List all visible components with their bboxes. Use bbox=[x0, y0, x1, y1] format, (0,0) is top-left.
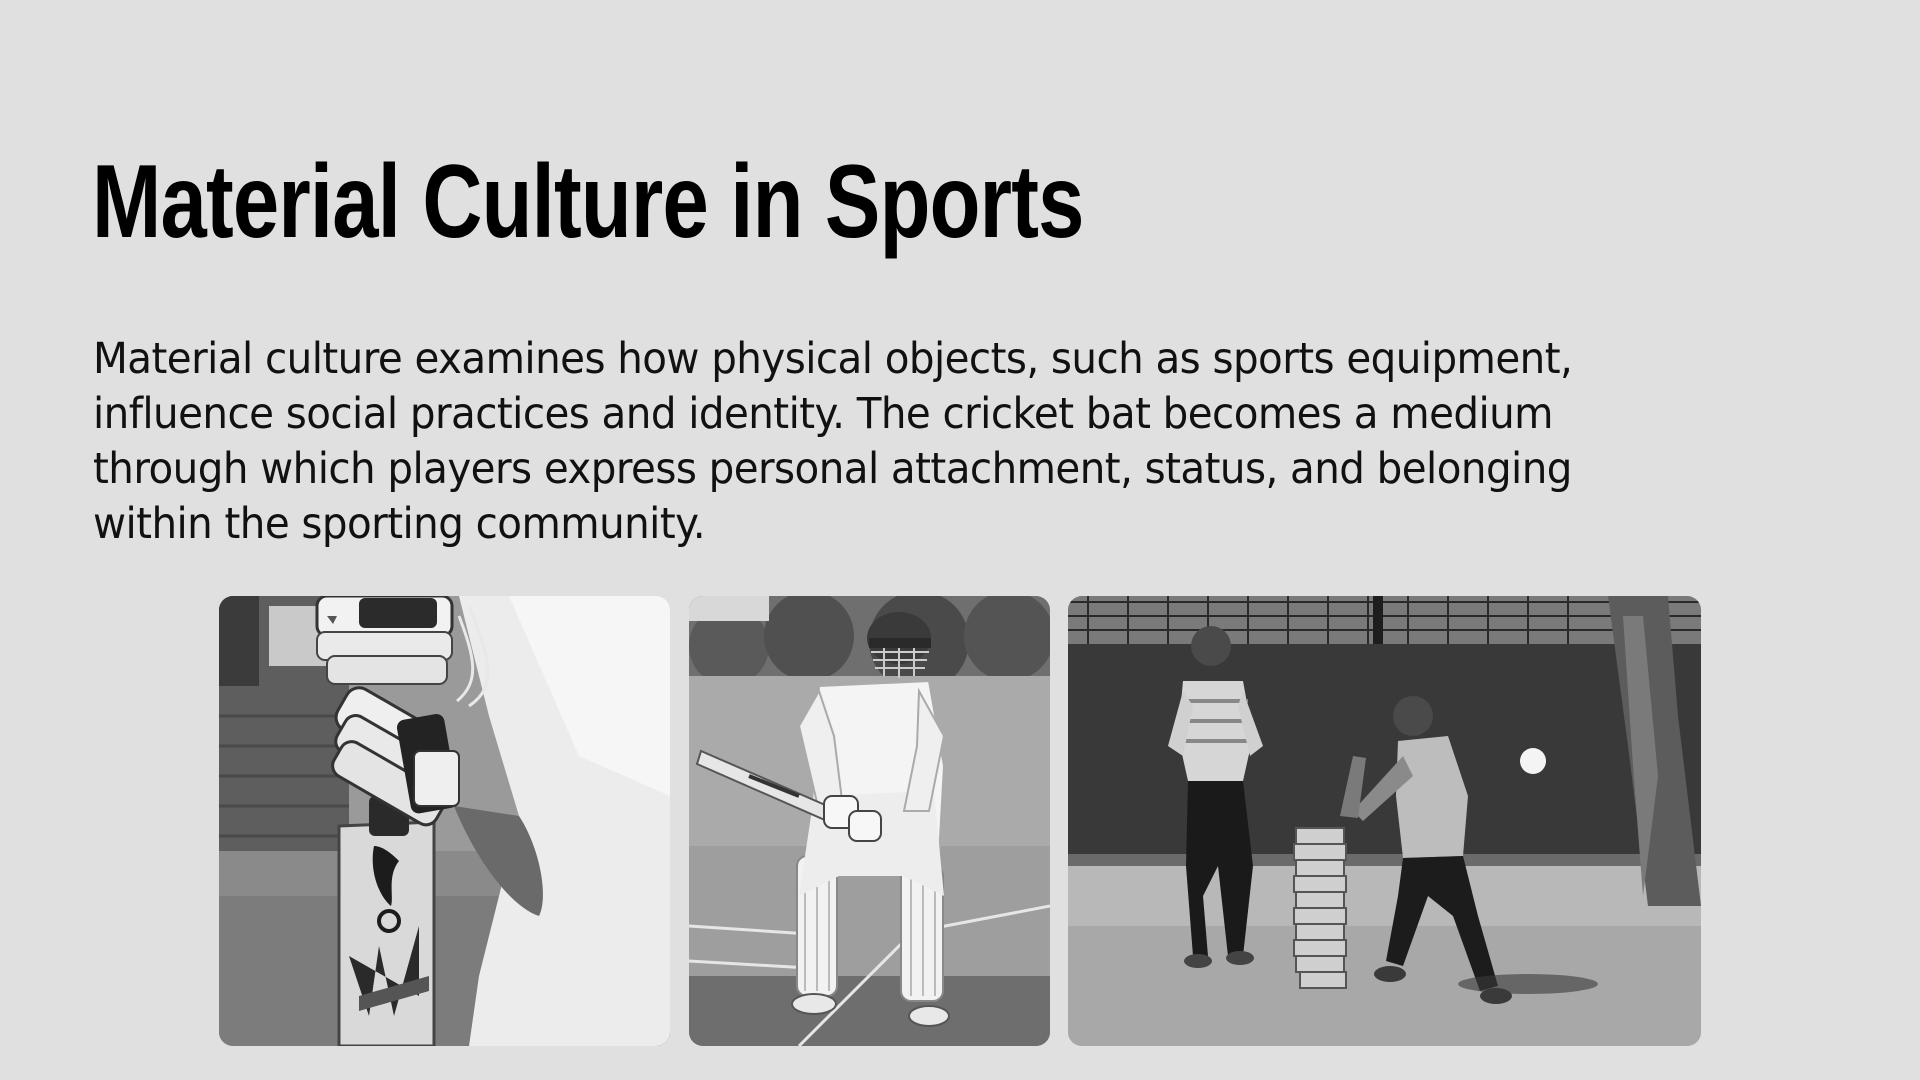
slide-body-text: Material culture examines how physical objects, such as sports equipment, influence social practices and identity. The cricket bat becomes a medium through which players express personal attachment, status, and belonging within the sporting community. bbox=[93, 334, 1573, 549]
photo-batsman-stance bbox=[689, 596, 1050, 1046]
photo-street-cricket bbox=[1068, 596, 1701, 1046]
photo-batsman-gloves bbox=[219, 596, 670, 1046]
slide-title: Material Culture in Sports bbox=[92, 144, 1084, 260]
